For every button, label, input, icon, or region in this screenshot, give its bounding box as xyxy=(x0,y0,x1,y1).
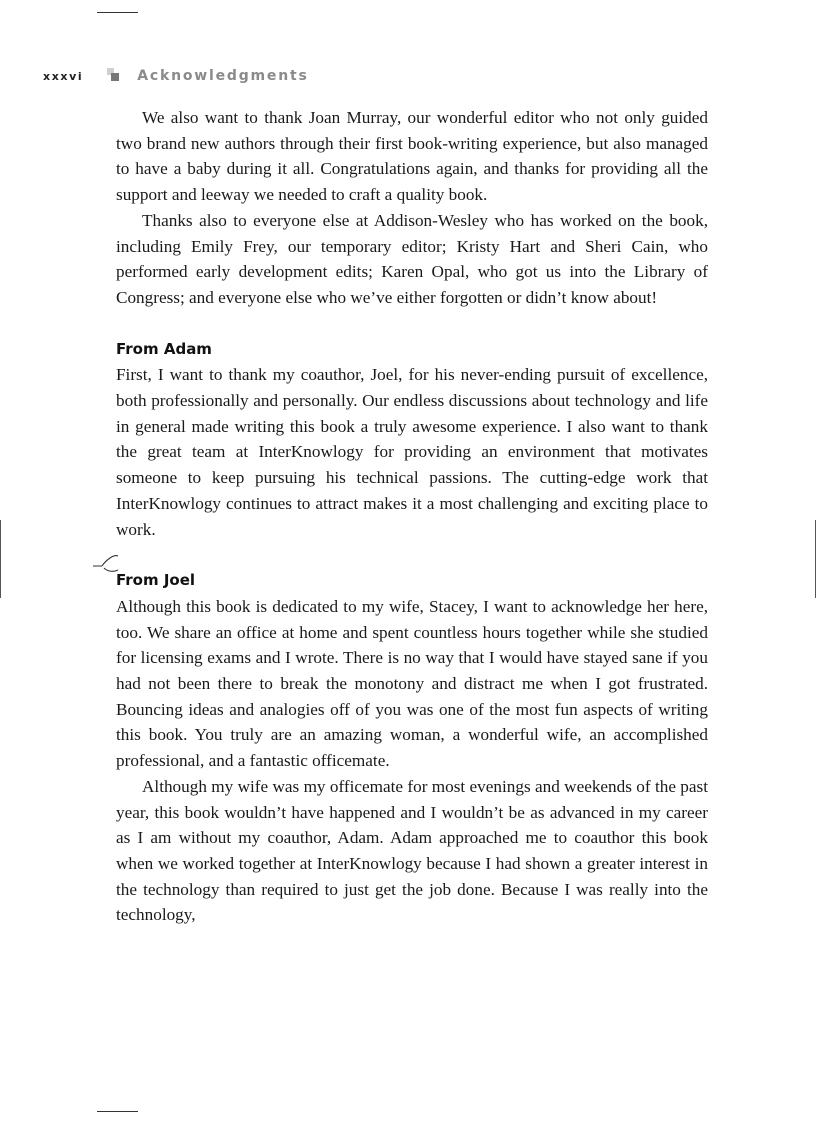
paragraph-adam: First, I want to thank my coauthor, Joel, for his never-ending pursuit of excellence, both professionally and personally. Our endless discussions about technology and life in general made writing this book a truly awesome experience. I also want to thank the great team at InterKnowlogy for providing an environment that motivates someone to keep pursuing his technical passions. The cutting-edge work that InterKnowlogy continues to attract makes it a most challenging and exciting place to work. xyxy=(116,365,708,539)
section-title: Acknowledgments xyxy=(137,68,309,84)
paragraph-joel-coauthor: Although my wife was my officemate for most evenings and weekends of the past year, this book wouldn’t have happened and I wouldn’t be as advanced in my career as I am without my coauthor, Adam. Adam approached me to coauthor this book when we worked together at InterKnowlogy because I had shown a greater interest in the technology than required to just get the job done. Because I was really into the technology, xyxy=(116,776,708,925)
crop-mark-bottom xyxy=(97,1111,138,1112)
paragraph-editor-thanks: We also want to thank Joan Murray, our wonderful editor who not only guided two brand new authors through their first book-writing experience, but also managed to have a baby during it all. Congratulations again, and thanks for providing all the support and leeway we needed to craft a quality book. xyxy=(116,108,708,205)
body-text xyxy=(116,105,708,928)
crop-mark-top xyxy=(97,12,138,13)
decorative-squares-icon xyxy=(107,68,123,84)
paragraph-publisher-thanks: Thanks also to everyone else at Addison-Wesley who has worked on the book, including Emily Frey, our temporary editor; Kristy Hart and Sheri Cain, who performed early development edits; Karen Opal, who got us into the Library of Congress; and everyone else who we’ve either forgotten or didn’t know about! xyxy=(116,210,708,307)
heading-from-adam: From Adam xyxy=(116,339,212,358)
running-head xyxy=(43,66,309,86)
paragraph-joel-wife: Although this book is dedicated to my wife, Stacey, I want to acknowledge her here, too. We share an office at home and spent countless hours together while she studied for licensing exams and I wrote. There is no way that I would have stayed sane if you had not been there to break the monotony and distract me when I got frustrated. Bouncing ideas and analogies off of you was one of the most fun aspects of writing this book. You truly are an amazing woman, a wonderful wife, an accomplished professional, and a fantastic officemate. xyxy=(116,596,708,771)
crop-mark-left xyxy=(0,520,1,598)
page-number: xxxvi xyxy=(43,69,84,83)
heading-from-joel: From Joel xyxy=(116,571,196,590)
